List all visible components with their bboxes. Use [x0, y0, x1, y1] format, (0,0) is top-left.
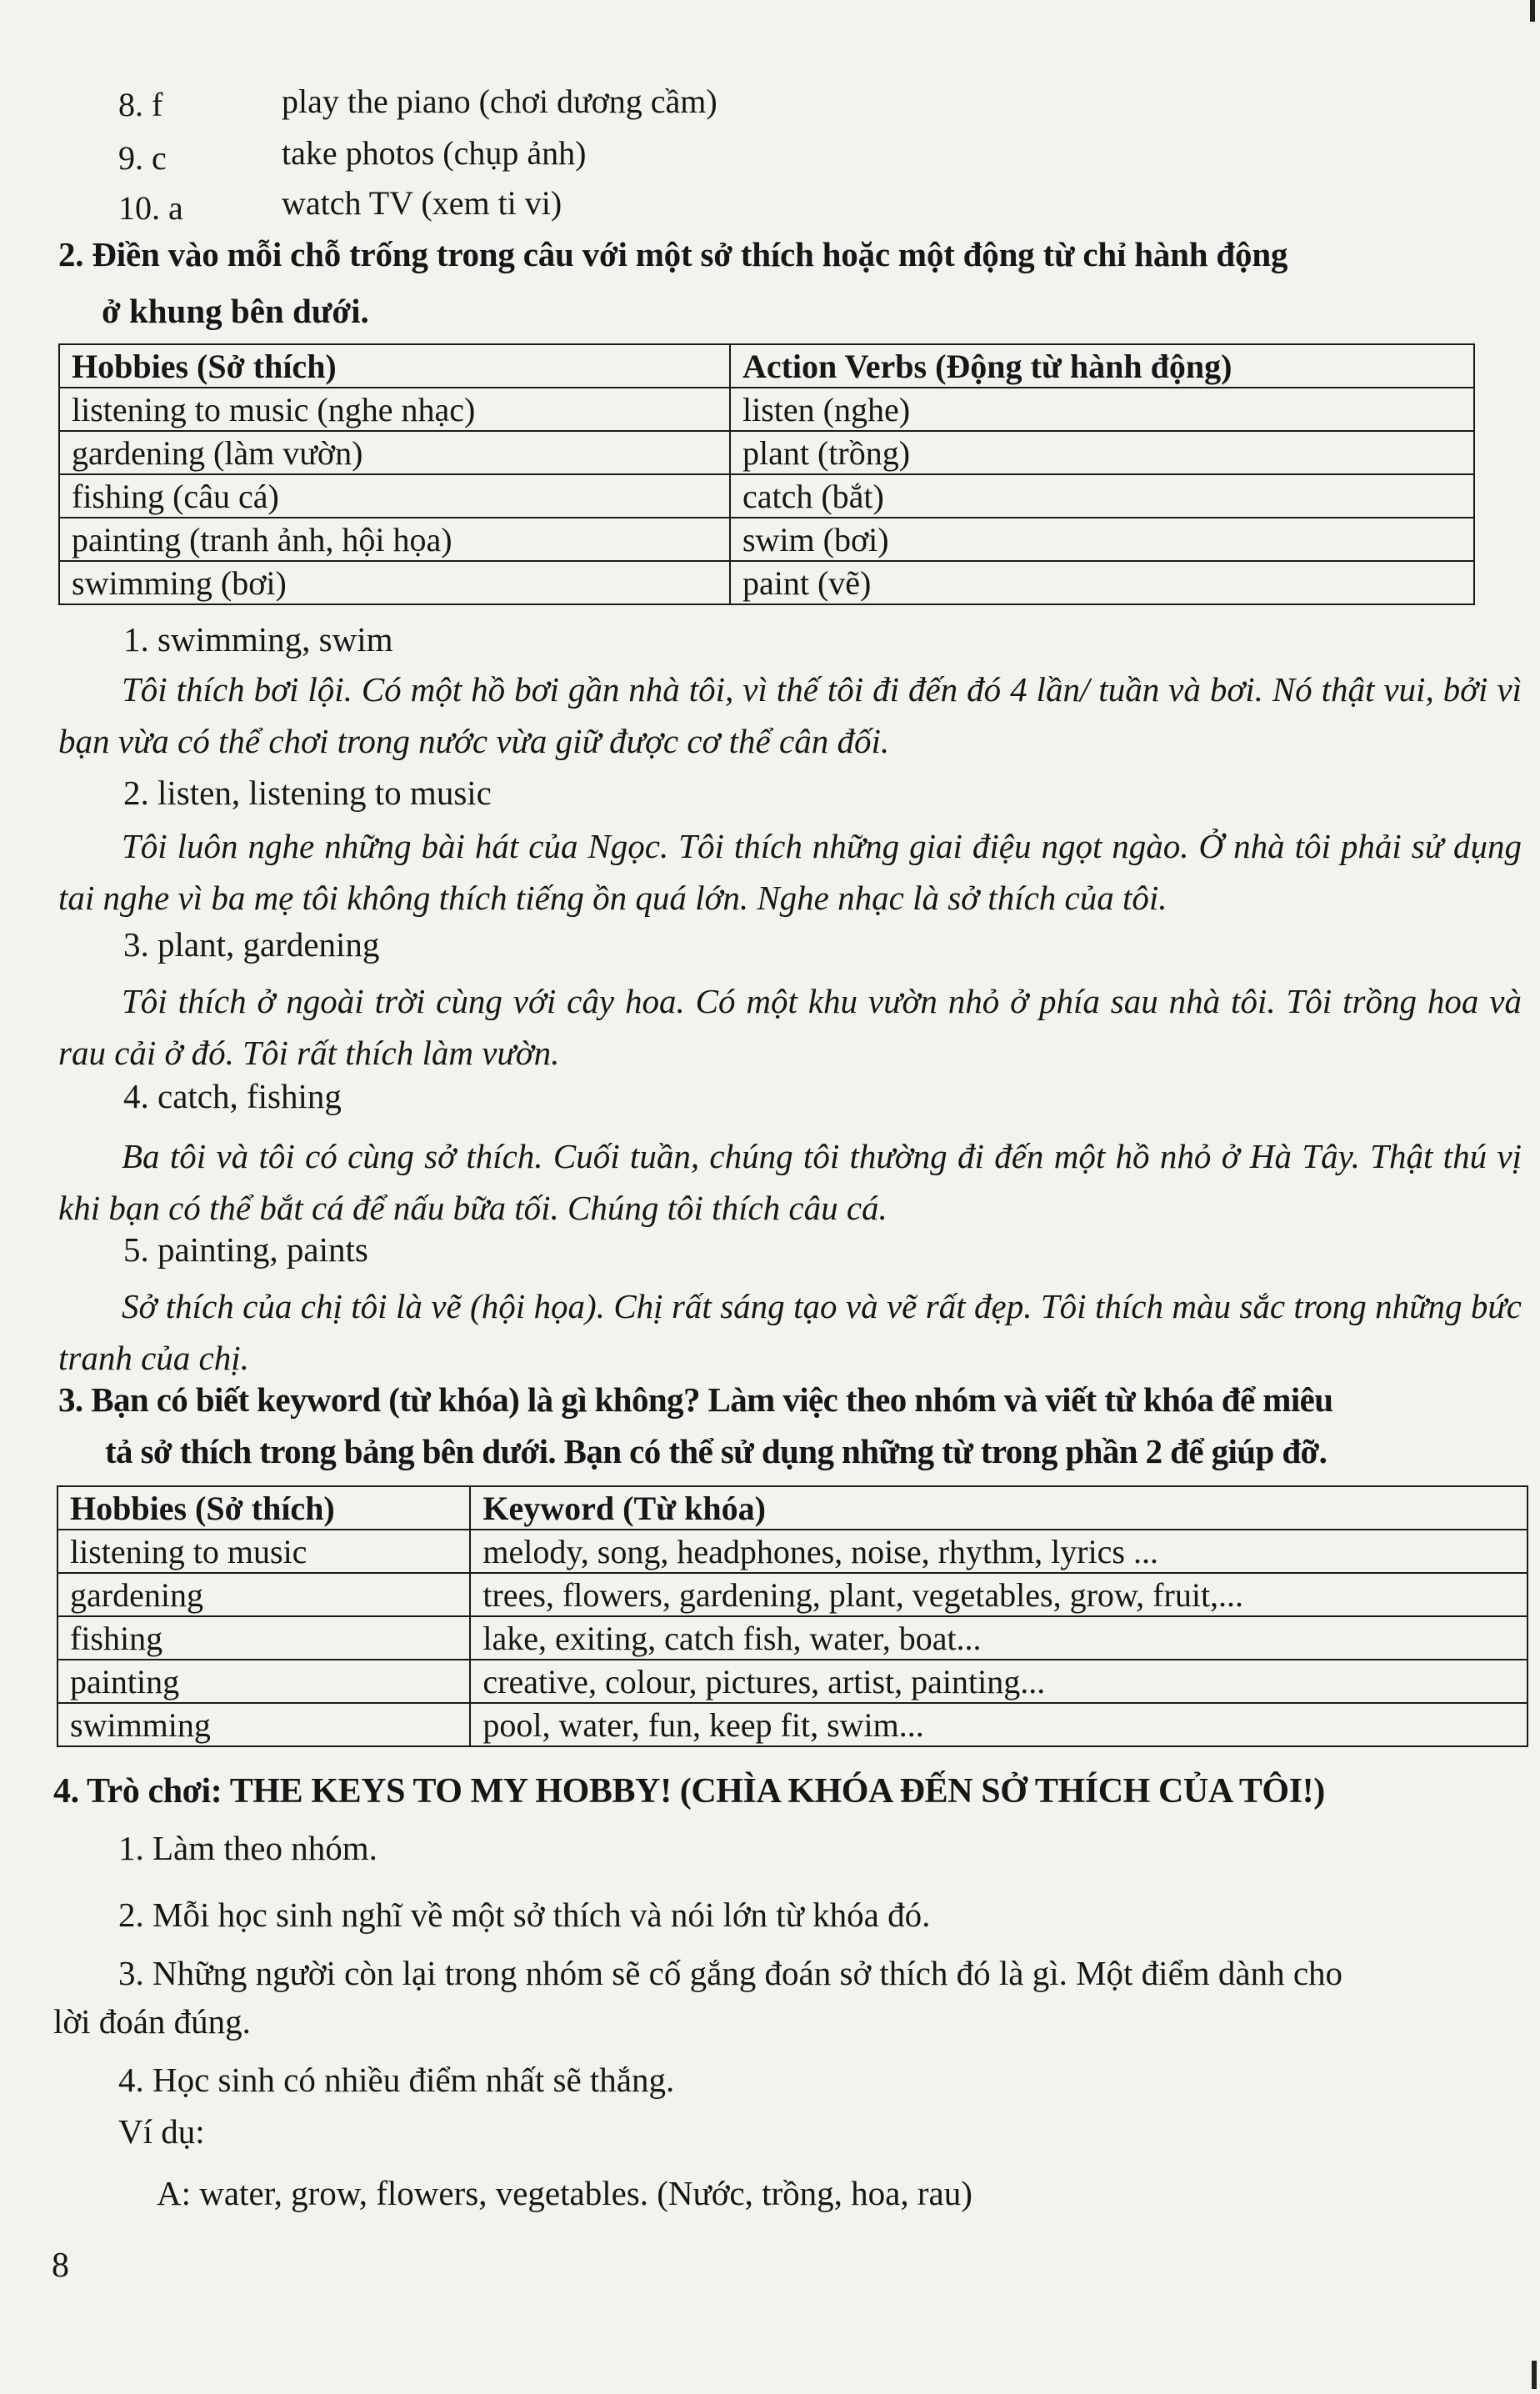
game-step: 4. Học sinh có nhiều điểm nhất sẽ thắng. — [118, 2061, 675, 2099]
table-header: Hobbies (Sở thích) — [59, 344, 730, 388]
section-4-heading: 4. Trò chơi: THE KEYS TO MY HOBBY! (CHÌA KHÓA ĐẾN SỞ THÍCH CỦA TÔI!) — [53, 1772, 1325, 1811]
table-cell: lake, exiting, catch fish, water, boat... — [470, 1616, 1528, 1660]
table-header: Action Verbs (Động từ hành động) — [730, 344, 1474, 388]
exercise-item-text: Sở thích của chị tôi là vẽ (hội họa). Chị rất sáng tạo và vẽ rất đẹp. Tôi thích màu sắc trong những bức tranh của chị. — [58, 1287, 1522, 1377]
section-3-heading: 3. Bạn có biết keyword (từ khóa) là gì không? Làm việc theo nhóm và viết từ khóa để miêu — [58, 1380, 1333, 1419]
example-label: Ví dụ: — [118, 2112, 205, 2151]
answer-number: 9. c — [118, 139, 167, 177]
table-cell: gardening — [58, 1573, 470, 1616]
exercise-item-label: 5. painting, paints — [123, 1230, 368, 1269]
table-cell: pool, water, fun, keep fit, swim... — [470, 1703, 1528, 1746]
answer-text: watch TV (xem ti vi) — [282, 184, 562, 222]
table-row — [59, 518, 1474, 561]
table-cell: paint (vẽ) — [730, 561, 1474, 604]
scan-edge-mark — [1530, 0, 1535, 22]
table-cell: plant (trồng) — [730, 431, 1474, 474]
game-step-cont: lời đoán đúng. — [53, 2002, 251, 2041]
game-step: 3. Những người còn lại trong nhóm sẽ cố gắng đoán sở thích đó là gì. Một điểm dành cho — [118, 1954, 1343, 1992]
section-2-heading: 2. Điền vào mỗi chỗ trống trong câu với một sở thích hoặc một động từ chỉ hành động — [58, 235, 1288, 273]
table-header: Keyword (Từ khóa) — [470, 1486, 1528, 1530]
table-cell: catch (bắt) — [730, 474, 1474, 518]
table-row — [59, 474, 1474, 518]
table-row — [58, 1703, 1528, 1746]
example-text: A: water, grow, flowers, vegetables. (Nước, trồng, hoa, rau) — [157, 2174, 972, 2212]
table-row — [58, 1616, 1528, 1660]
table-row — [59, 561, 1474, 604]
table-cell: swimming (bơi) — [59, 561, 730, 604]
table-cell: painting — [58, 1660, 470, 1703]
table-cell: swimming — [58, 1703, 470, 1746]
table-cell: trees, flowers, gardening, plant, vegetables, grow, fruit,... — [470, 1573, 1528, 1616]
game-step: 1. Làm theo nhóm. — [118, 1829, 378, 1867]
exercise-item-text: Tôi thích bơi lội. Có một hồ bơi gần nhà tôi, vì thế tôi đi đến đó 4 lần/ tuần và bơi. Nó thật vui, bởi vì bạn vừa có thể chơi trong nước vừa giữ được cơ thể cân đối. — [58, 670, 1522, 760]
hobbies-verbs-table — [58, 343, 1475, 605]
page-number: 8 — [52, 2246, 69, 2285]
table-row — [58, 1573, 1528, 1616]
table-cell: listening to music — [58, 1530, 470, 1573]
exercise-item-text: Tôi thích ở ngoài trời cùng với cây hoa. Có một khu vườn nhỏ ở phía sau nhà tôi. Tôi trồng hoa và rau cải ở đó. Tôi rất thích làm vườn. — [58, 982, 1522, 1072]
table-row — [58, 1530, 1528, 1573]
table-cell: listen (nghe) — [730, 388, 1474, 431]
exercise-item-label: 3. plant, gardening — [123, 925, 380, 964]
table-row — [59, 431, 1474, 474]
answer-number: 8. f — [118, 86, 163, 123]
table-row — [58, 1660, 1528, 1703]
answer-text: play the piano (chơi dương cầm) — [282, 83, 718, 120]
table-cell: listening to music (nghe nhạc) — [59, 388, 730, 431]
hobbies-keywords-table — [57, 1485, 1528, 1747]
game-step: 2. Mỗi học sinh nghĩ về một sở thích và nói lớn từ khóa đó. — [118, 1896, 931, 1934]
table-cell: melody, song, headphones, noise, rhythm, lyrics ... — [470, 1530, 1528, 1573]
answer-text: take photos (chụp ảnh) — [282, 134, 587, 172]
table-header: Hobbies (Sở thích) — [58, 1486, 470, 1530]
table-cell: painting (tranh ảnh, hội họa) — [59, 518, 730, 561]
table-cell: gardening (làm vườn) — [59, 431, 730, 474]
table-cell: swim (bơi) — [730, 518, 1474, 561]
exercise-item-text: Ba tôi và tôi có cùng sở thích. Cuối tuần, chúng tôi thường đi đến một hồ nhỏ ở Hà Tây. Thật thú vị khi bạn có thể bắt cá để nấu bữa tối. Chúng tôi thích câu cá. — [58, 1137, 1522, 1227]
exercise-item-text: Tôi luôn nghe những bài hát của Ngọc. Tôi thích những giai điệu ngọt ngào. Ở nhà tôi phải sử dụng tai nghe vì ba mẹ tôi không thích tiếng ồn quá lớn. Nghe nhạc là sở thích của tôi. — [58, 827, 1522, 917]
table-row — [59, 388, 1474, 431]
exercise-item-label: 2. listen, listening to music — [123, 774, 492, 812]
answer-number: 10. a — [118, 189, 183, 227]
section-2-heading-cont: ở khung bên dưới. — [102, 292, 369, 330]
section-3-heading-cont: tả sở thích trong bảng bên dưới. Bạn có thể sử dụng những từ trong phần 2 để giúp đỡ. — [105, 1432, 1328, 1470]
exercise-item-label: 4. catch, fishing — [123, 1077, 342, 1115]
exercise-item-label: 1. swimming, swim — [123, 620, 393, 659]
table-cell: fishing (câu cá) — [59, 474, 730, 518]
scan-edge-mark — [1532, 2361, 1537, 2389]
table-cell: creative, colour, pictures, artist, painting... — [470, 1660, 1528, 1703]
table-cell: fishing — [58, 1616, 470, 1660]
